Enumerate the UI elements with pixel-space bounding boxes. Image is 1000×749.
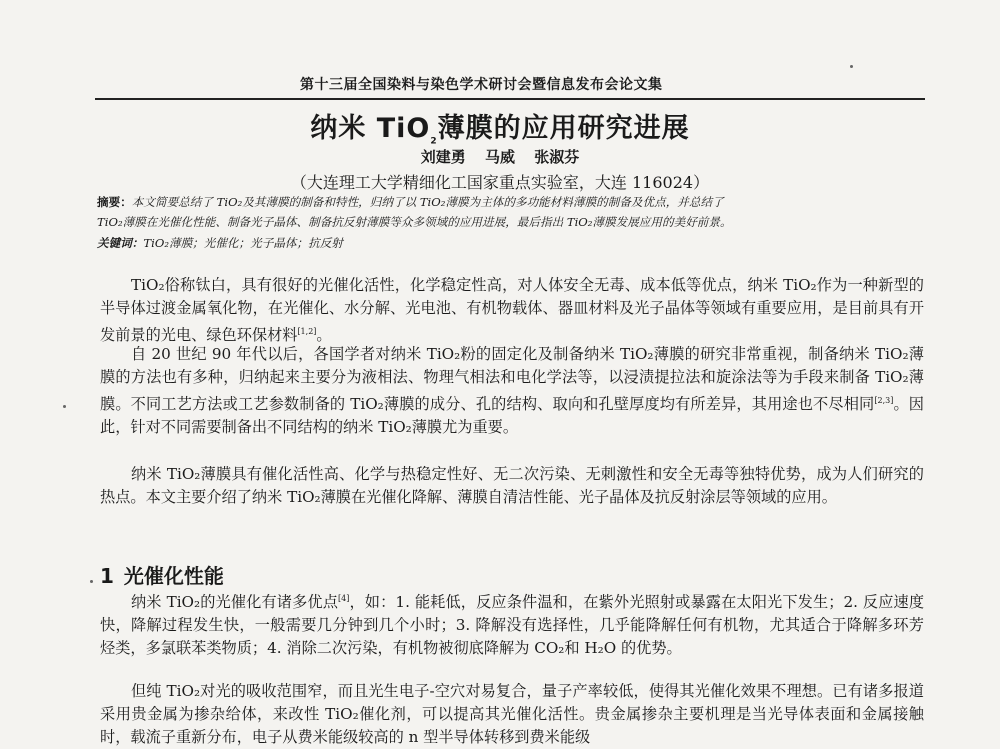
paragraph-1-end: 。 — [316, 326, 332, 344]
citation-1: [1,2] — [297, 327, 317, 336]
paragraph-2 — [100, 343, 924, 439]
title-part-1: 纳米 TiO — [310, 113, 431, 144]
abstract-line-1 — [97, 192, 927, 212]
citation-4: [4] — [338, 594, 350, 603]
scan-speck — [850, 65, 853, 68]
running-header: 第十三届全国染料与染色学术研讨会暨信息发布会论文集 — [300, 77, 663, 93]
paragraph-3: 纳米 TiO₂薄膜具有催化活性高、化学与热稳定性好、无二次污染、无刺激性和安全无毒等独特优势，成为人们研究的热点。本文主要介绍了纳米 TiO₂薄膜在光催化降解、薄膜自清洁性能、光子晶体及抗反射涂层等领域的应用。 — [100, 465, 924, 506]
paragraph-4-pre: 纳米 TiO₂的光催化有诸多优点 — [131, 593, 339, 611]
abstract — [97, 192, 927, 232]
keywords-label: 关键词： — [97, 236, 144, 250]
paragraph-2-text: 自 20 世纪 90 年代以后，各国学者对纳米 TiO₂粉的固定化及制备纳米 TiO₂薄膜的研究非常重视，制备纳米 TiO₂薄膜的方法也有多种，归纳起来主要分为液相法、物理气相法和电化学法等，以浸渍提拉法和旋涂法等为手段来制备 TiO₂薄膜。不同工艺方法或工艺参数制备的 TiO₂薄膜的成分、孔的结构、取向和孔壁厚度均有所差异，其用途也不尽相同 — [100, 345, 924, 413]
section-1-number: 1 — [100, 564, 114, 588]
paper-title — [0, 106, 1000, 146]
keywords — [97, 234, 927, 252]
abstract-line-2: TiO₂薄膜在光催化性能、制备光子晶体、制备抗反射薄膜等众多领域的应用进展，最后指出 TiO₂薄膜发展应用的美好前景。 — [97, 215, 732, 229]
scan-speck — [90, 580, 93, 583]
paragraph-1-text: TiO₂俗称钛白，具有很好的光催化活性，化学稳定性高，对人体安全无毒、成本低等优点，纳米 TiO₂作为一种新型的半导体过渡金属氧化物，在光催化、水分解、光电池、有机物载体、器皿材料及光子晶体等领域有重要应用，是目前具有开发前景的光电、绿色环保材料 — [100, 276, 924, 344]
authors: 刘建勇 马威 张淑芬 — [420, 148, 580, 166]
keywords-text: TiO₂薄膜；光催化；光子晶体；抗反射 — [143, 236, 343, 250]
abstract-label: 摘要： — [97, 195, 132, 209]
affiliation: （大连理工大学精细化工国家重点实验室，大连 116024） — [290, 173, 710, 192]
paragraph-2-end: 。因此，针对不同需要制备出不同结构的纳米 TiO₂薄膜尤为重要。 — [100, 395, 924, 436]
abstract-text-1: 本文简要总结了 TiO₂及其薄膜的制备和特性，归纳了以 TiO₂薄膜为主体的多功能材料薄膜的制备及优点，并总结了 — [131, 195, 724, 209]
title-subscript: 2 — [430, 136, 438, 147]
paragraph-5: 但纯 TiO₂对光的吸收范围窄，而且光生电子-空穴对易复合，量子产率较低，使得其光催化效果不理想。已有诸多报道采用贵金属为掺杂给体，来改性 TiO₂催化剂，可以提高其光催化活性。贵金属掺杂主要机理是当光导体表面和金属接触时，载流子重新分布，电子从费米能级较高的 n 型半导体转移到费米能级 — [100, 682, 924, 746]
paragraph-1 — [100, 274, 924, 347]
header-rule — [95, 98, 925, 100]
title-part-2: 薄膜的应用研究进展 — [437, 113, 690, 144]
scan-speck — [63, 405, 66, 408]
section-1-title: 光催化性能 — [123, 564, 224, 588]
section-1-heading — [100, 560, 234, 589]
citation-2: [2,3] — [874, 396, 894, 405]
paragraph-4-post: ，如：1. 能耗低，反应条件温和，在紫外光照射或暴露在太阳光下发生；2. 反应速度快，降解过程发生快，一般需要几分钟到几个小时；3. 降解没有选择性，几乎能降解任何有机物，尤其适合于降解多环芳烃类，多氯联苯类物质；4. 消除二次污染，有机物被彻底降解为 CO₂和 H₂O 的优势。 — [100, 593, 925, 657]
paragraph-4 — [100, 587, 924, 660]
